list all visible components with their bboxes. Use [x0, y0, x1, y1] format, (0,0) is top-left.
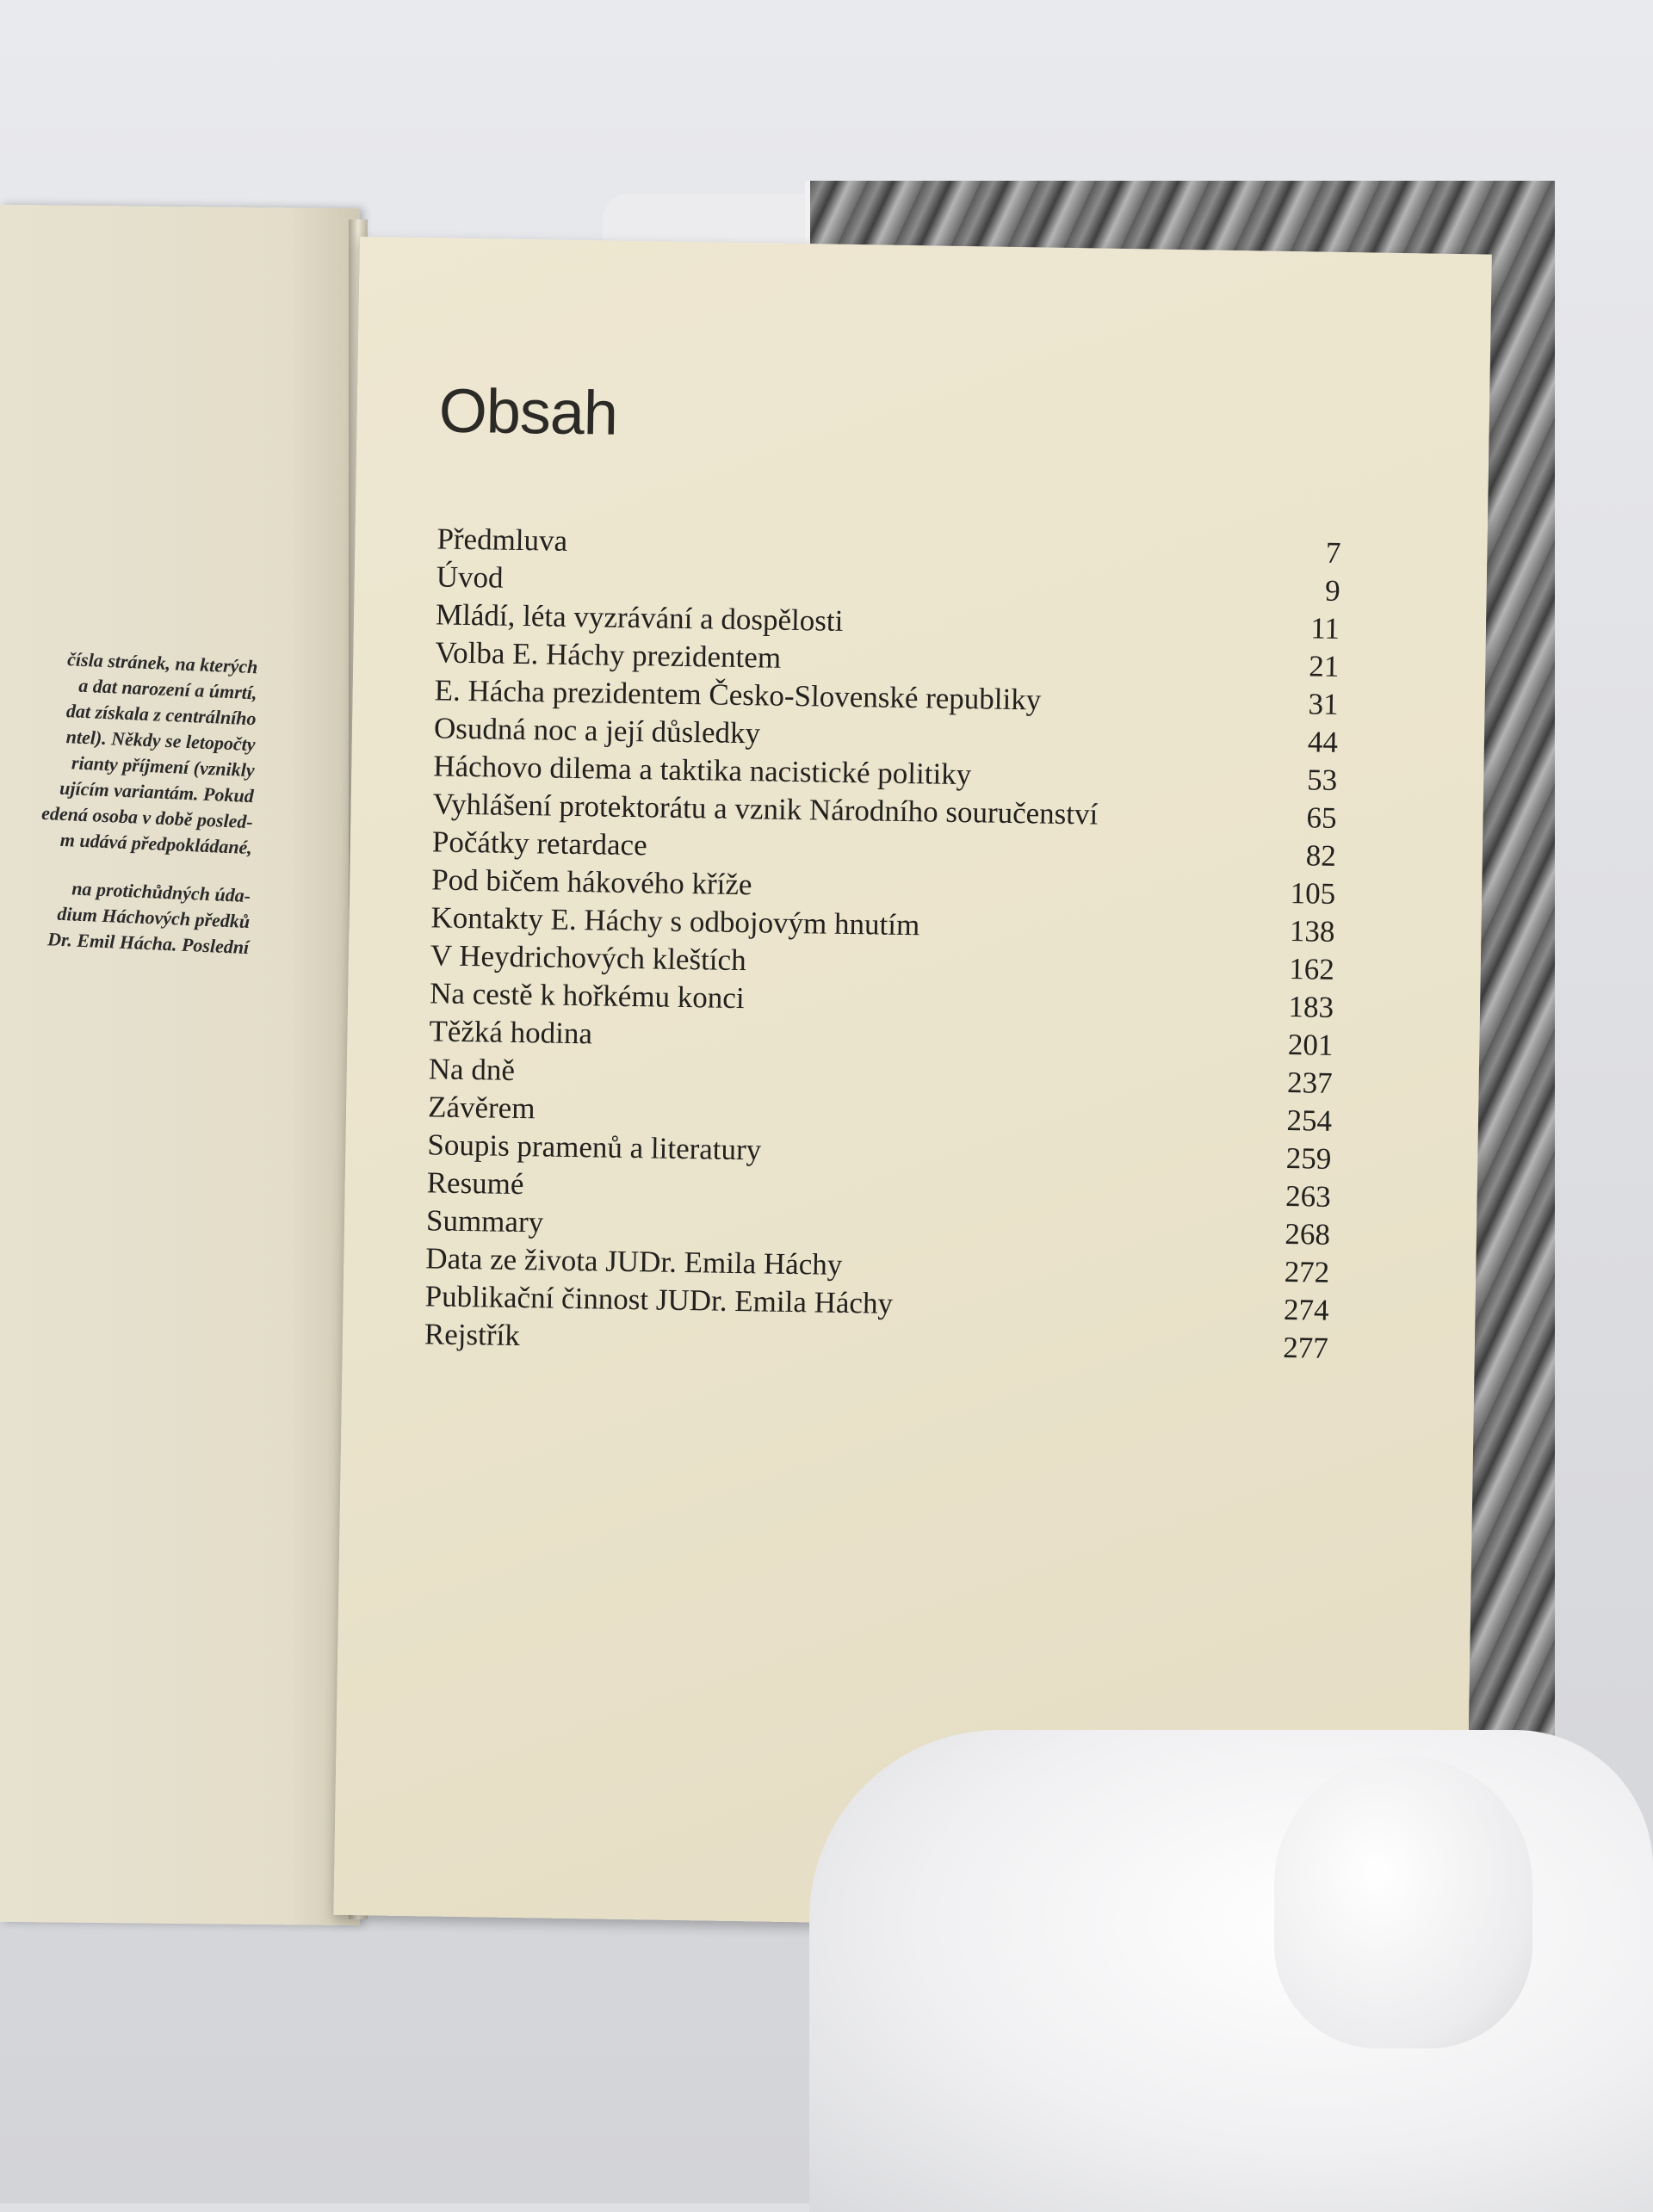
- toc-entry-page: 9: [1324, 573, 1340, 608]
- left-text-line: ujícím variantám. Pokud: [59, 776, 255, 807]
- toc-entry-title: Data ze života JUDr. Emila Háchy: [425, 1241, 843, 1282]
- toc-entry-page: 7: [1325, 535, 1341, 570]
- left-text-line: a dat narození a úmrtí,: [77, 674, 257, 704]
- toc-entry-title: Mládí, léta vyzrávání a dospělosti: [435, 597, 844, 638]
- left-text-line: edená osoba v době posled-: [40, 801, 254, 833]
- toc-entry-title: Kontakty E. Háchy s odbojovým hnutím: [430, 900, 920, 942]
- toc-entry-title: Osudná noc a její důsledky: [433, 711, 761, 751]
- toc-entry-page: 183: [1288, 990, 1334, 1024]
- toc-entry-title: Háchovo dilema a taktika nacistické politiky: [433, 749, 972, 792]
- right-page: [333, 237, 1491, 1932]
- toc-entry-page: 263: [1285, 1179, 1331, 1214]
- toc-entry-title: Vyhlášení protektorátu a vznik Národního souručenství: [432, 787, 1099, 831]
- toc-entry-page: 44: [1307, 725, 1339, 759]
- left-text-line: Dr. Emil Hácha. Poslední: [46, 928, 250, 959]
- toc-entry-page: 237: [1286, 1066, 1333, 1100]
- toc-entry-title: Závěrem: [427, 1090, 536, 1126]
- toc-entry-title: Počátky retardace: [431, 825, 647, 862]
- toc-entry-title: Předmluva: [436, 522, 568, 558]
- toc-entry-page: 268: [1285, 1217, 1331, 1251]
- toc-entry-page: 138: [1289, 914, 1335, 948]
- left-text-line: m udává předpokládané,: [59, 828, 253, 859]
- toc-entry-title: Rejstřík: [424, 1317, 521, 1353]
- toc-entry-page: 162: [1288, 952, 1335, 986]
- left-text-line: na protichůdných úda-: [71, 877, 251, 907]
- left-text-line: rianty příjmení (vznikly: [71, 751, 256, 782]
- table-of-contents: [424, 522, 1341, 1369]
- toc-entry-page: 105: [1290, 876, 1336, 911]
- toc-entry-title: Pod bičem hákového kříže: [430, 862, 752, 902]
- left-text-line: dium Háchových předků: [57, 902, 251, 933]
- toc-entry-title: Soupis pramenů a literatury: [427, 1128, 762, 1167]
- left-text-line: dat získala z centrálního: [65, 700, 257, 730]
- toc-entry-title: Těžká hodina: [429, 1014, 593, 1051]
- toc-entry-title: Publikační činnost JUDr. Emila Háchy: [424, 1279, 894, 1320]
- toc-entry-title: Na dně: [428, 1052, 516, 1087]
- toc-entry-page: 274: [1283, 1293, 1329, 1327]
- page-title: Obsah: [438, 376, 618, 448]
- toc-entry-page: 31: [1308, 687, 1339, 721]
- toc-entry-title: E. Hácha prezidentem Česko-Slovenské republiky: [434, 673, 1042, 717]
- toc-entry-title: Na cestě k hořkému konci: [429, 976, 745, 1016]
- left-paragraph-1: [0, 644, 258, 861]
- toc-entry-title: Summary: [425, 1203, 544, 1239]
- toc-entry-page: 201: [1287, 1028, 1334, 1062]
- toc-entry-page: 53: [1306, 763, 1338, 797]
- toc-entry-page: 82: [1305, 838, 1337, 873]
- toc-entry-page: 277: [1283, 1331, 1329, 1365]
- left-page-text: [0, 644, 258, 983]
- toc-entry-page: 21: [1308, 649, 1340, 683]
- toc-entry-page: 11: [1309, 611, 1340, 646]
- toc-entry-title: Volba E. Háchy prezidentem: [435, 635, 782, 675]
- glove-thumb: [1274, 1756, 1532, 2048]
- toc-entry-title: Resumé: [426, 1165, 524, 1202]
- left-text-line: čísla stránek, na kterých: [66, 648, 258, 678]
- left-paragraph-2: [0, 873, 251, 961]
- left-page: [0, 205, 360, 1925]
- left-text-line: ntel). Někdy se letopočty: [65, 726, 256, 756]
- toc-entry-page: 272: [1284, 1255, 1330, 1289]
- toc-entry-title: V Heydrichových kleštích: [430, 938, 746, 978]
- toc-entry-title: Úvod: [436, 559, 504, 595]
- toc-entry-page: 259: [1285, 1141, 1332, 1176]
- toc-entry-page: 254: [1286, 1103, 1333, 1138]
- toc-entry-page: 65: [1306, 800, 1337, 835]
